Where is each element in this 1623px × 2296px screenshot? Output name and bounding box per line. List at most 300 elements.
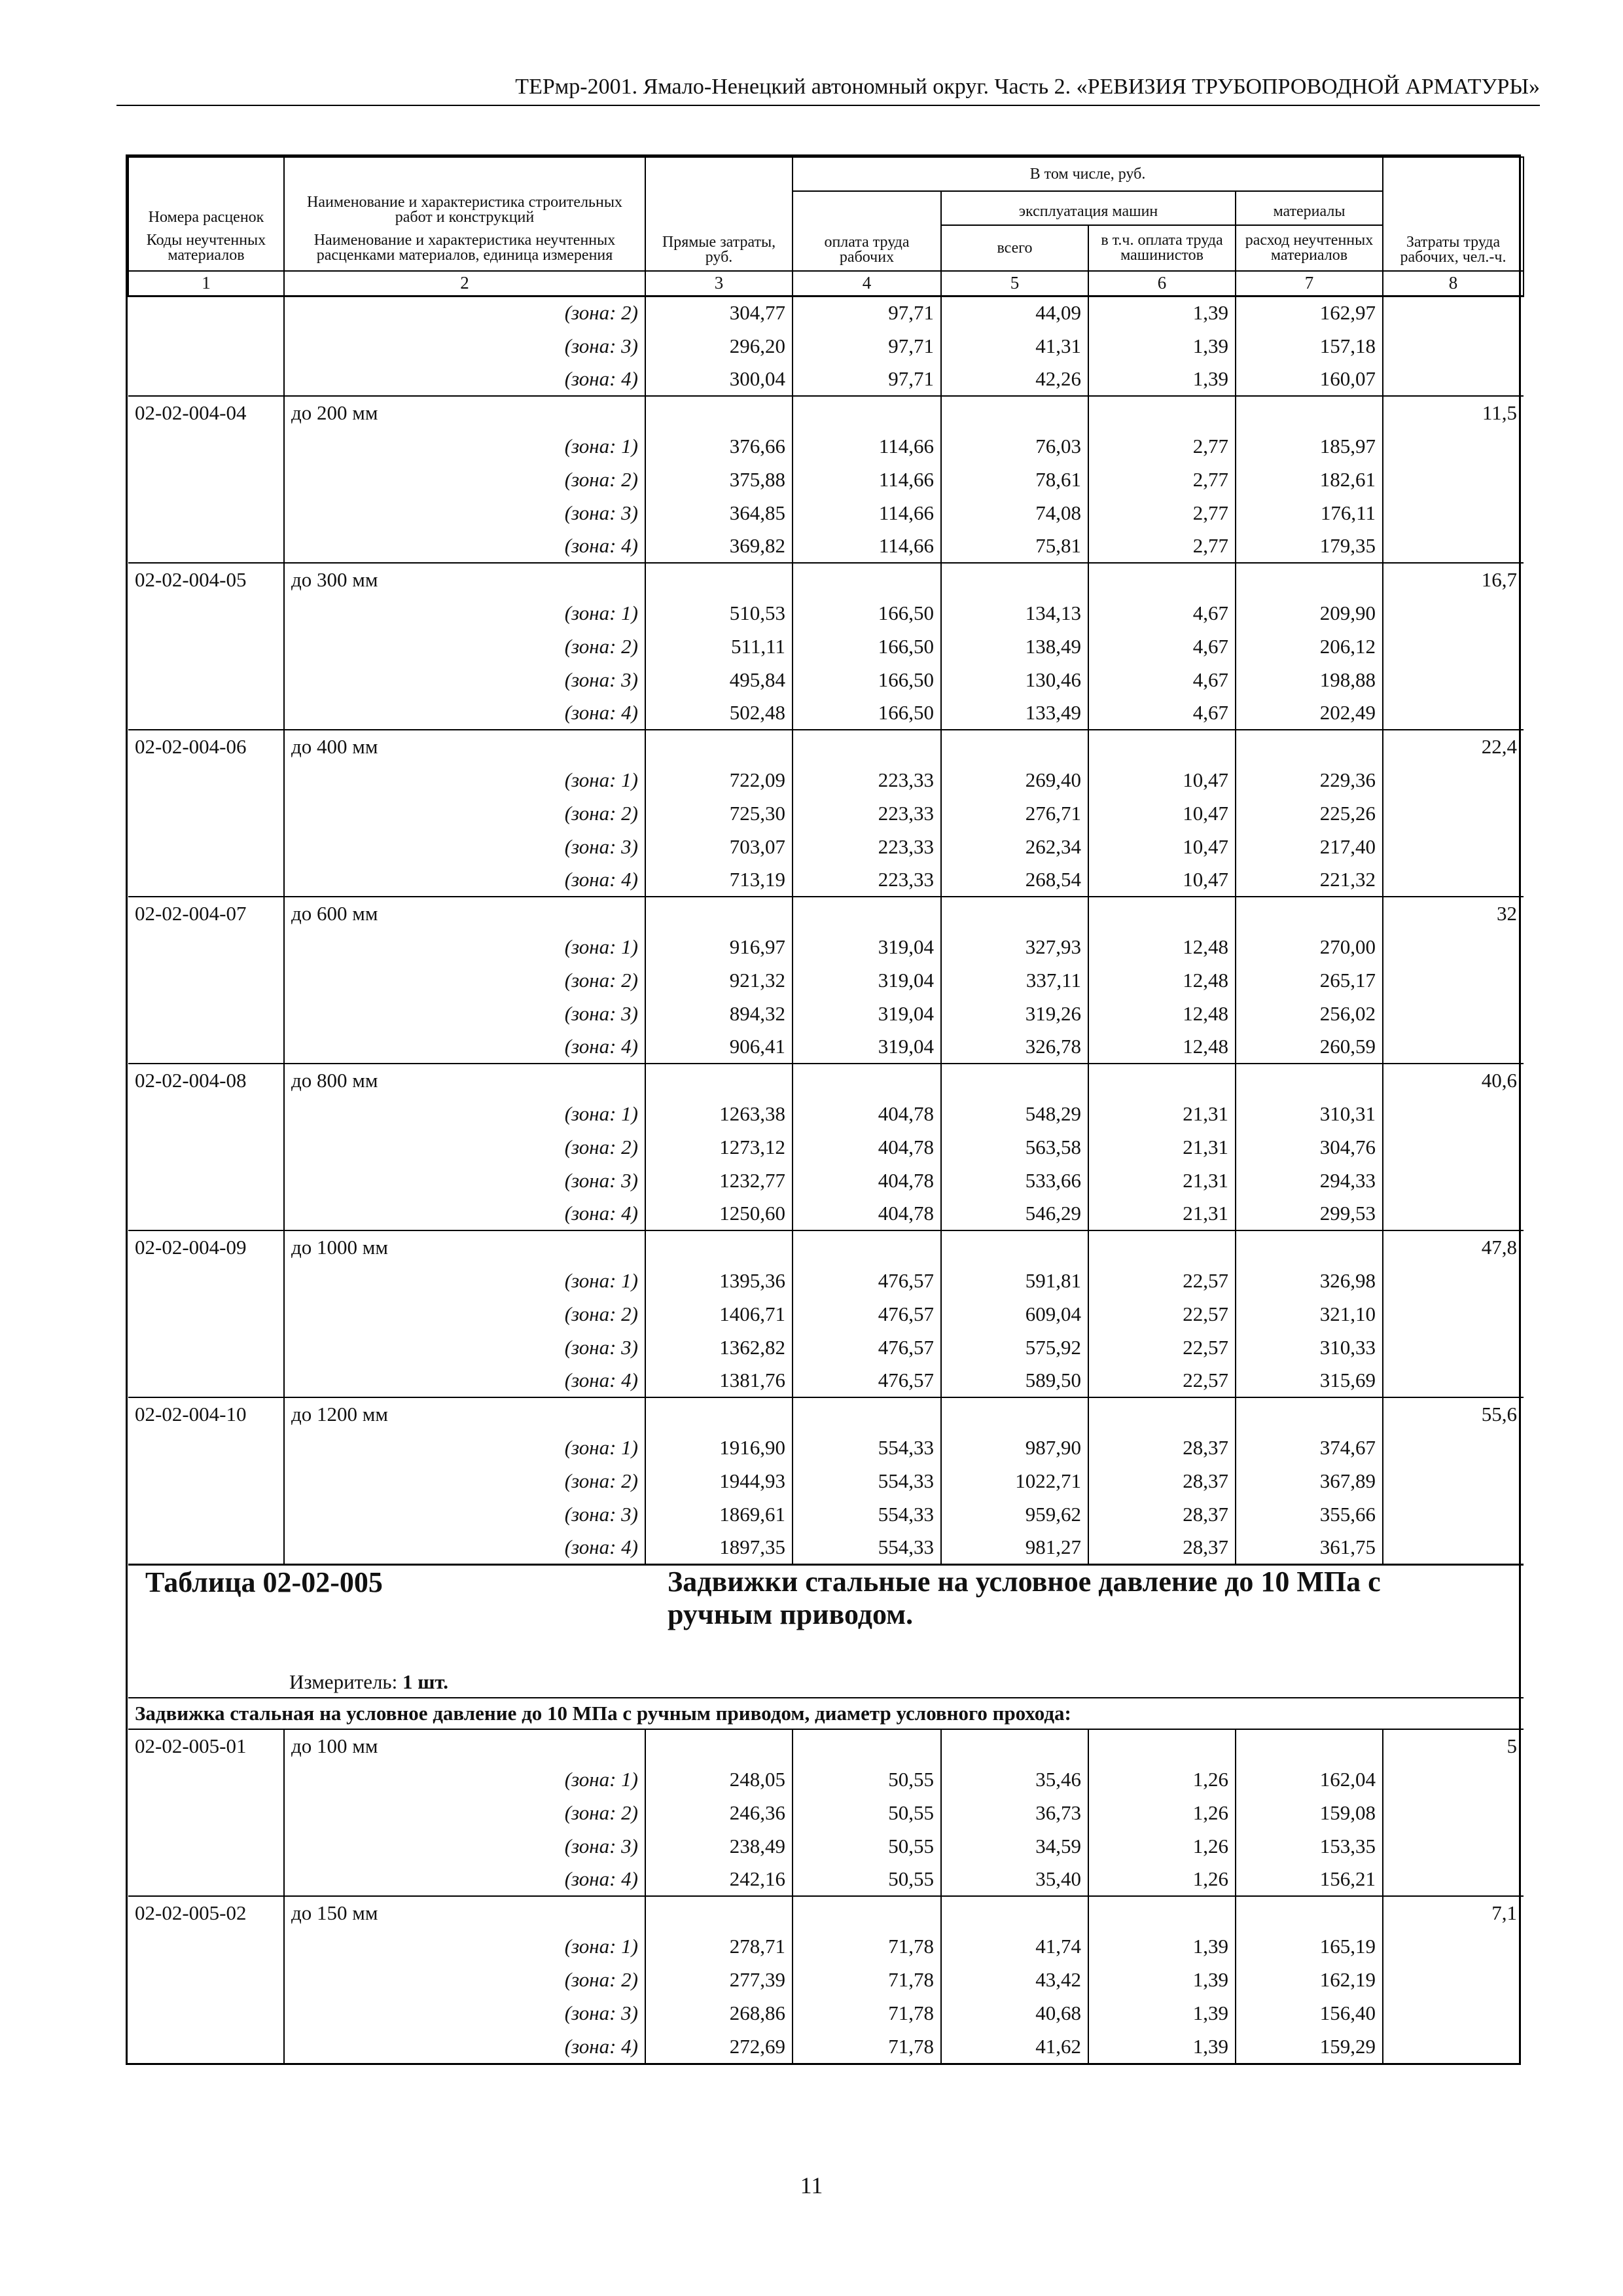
driver-wages-cost: 10,47 <box>1088 763 1236 797</box>
direct-cost: 300,04 <box>645 363 793 396</box>
table-row <box>128 563 1524 596</box>
machines-cost: 134,13 <box>941 596 1088 630</box>
driver-wages-cost <box>1088 1729 1236 1763</box>
materials-cost: 299,53 <box>1236 1197 1383 1230</box>
zone-label: (зона: 1) <box>284 1097 645 1130</box>
col-header-name-a: Наименование и характеристика строительных работ и конструкций <box>284 157 645 225</box>
table-row <box>128 730 1524 763</box>
labor-value <box>1383 2030 1524 2063</box>
driver-wages-cost: 12,48 <box>1088 997 1236 1030</box>
driver-wages-cost <box>1088 897 1236 930</box>
machines-cost: 35,46 <box>941 1763 1088 1796</box>
table-row <box>128 429 1524 463</box>
zone-label: (зона: 4) <box>284 863 645 897</box>
wages-cost: 554,33 <box>793 1431 941 1464</box>
labor-value: 40,6 <box>1383 1064 1524 1097</box>
materials-cost: 265,17 <box>1236 963 1383 997</box>
labor-value <box>1383 363 1524 396</box>
labor-value: 11,5 <box>1383 396 1524 429</box>
rate-code <box>128 630 284 663</box>
col-number: 6 <box>1088 271 1236 296</box>
driver-wages-cost: 1,39 <box>1088 329 1236 363</box>
direct-cost <box>645 563 793 596</box>
labor-value <box>1383 1763 1524 1796</box>
wages-cost <box>793 1064 941 1097</box>
machines-cost: 269,40 <box>941 763 1088 797</box>
table-row <box>128 1729 1524 1763</box>
wages-cost: 319,04 <box>793 930 941 963</box>
direct-cost <box>645 897 793 930</box>
materials-cost: 159,29 <box>1236 2030 1383 2063</box>
machines-cost: 319,26 <box>941 997 1088 1030</box>
materials-cost: 294,33 <box>1236 1164 1383 1197</box>
rate-code <box>128 1030 284 1064</box>
wages-cost: 554,33 <box>793 1464 941 1498</box>
zone-label: (зона: 3) <box>284 997 645 1030</box>
direct-cost: 502,48 <box>645 696 793 730</box>
driver-wages-cost: 22,57 <box>1088 1364 1236 1397</box>
table-row <box>128 396 1524 429</box>
zone-label: (зона: 1) <box>284 763 645 797</box>
table-row <box>128 1996 1524 2030</box>
direct-cost: 725,30 <box>645 797 793 830</box>
materials-cost: 310,31 <box>1236 1097 1383 1130</box>
labor-value <box>1383 596 1524 630</box>
rate-code: 02-02-004-10 <box>128 1397 284 1431</box>
driver-wages-cost: 1,26 <box>1088 1796 1236 1829</box>
labor-value <box>1383 296 1524 329</box>
wages-cost: 166,50 <box>793 596 941 630</box>
driver-wages-cost: 10,47 <box>1088 863 1236 897</box>
item-name: до 150 мм <box>284 1896 645 1929</box>
driver-wages-cost <box>1088 1064 1236 1097</box>
materials-cost: 310,33 <box>1236 1331 1383 1364</box>
materials-cost: 182,61 <box>1236 463 1383 496</box>
direct-cost: 268,86 <box>645 1996 793 2030</box>
driver-wages-cost: 1,39 <box>1088 1996 1236 2030</box>
table-row <box>128 1097 1524 1130</box>
zone-label: (зона: 1) <box>284 930 645 963</box>
wages-cost: 114,66 <box>793 496 941 529</box>
measure-row <box>128 1666 1524 1698</box>
item-name: до 1200 мм <box>284 1397 645 1431</box>
page-number: 11 <box>800 2172 823 2198</box>
rate-code <box>128 1829 284 1863</box>
direct-cost: 375,88 <box>645 463 793 496</box>
table-row <box>128 830 1524 863</box>
direct-cost: 921,32 <box>645 963 793 997</box>
rate-code <box>128 1863 284 1896</box>
rate-code: 02-02-004-09 <box>128 1230 284 1264</box>
item-name: до 100 мм <box>284 1729 645 1763</box>
rate-code <box>128 1164 284 1197</box>
materials-cost: 217,40 <box>1236 830 1383 863</box>
col-number: 4 <box>793 271 941 296</box>
wages-cost: 319,04 <box>793 1030 941 1064</box>
table-row <box>128 1197 1524 1230</box>
direct-cost: 1869,61 <box>645 1498 793 1531</box>
driver-wages-cost: 12,48 <box>1088 963 1236 997</box>
item-name: до 600 мм <box>284 897 645 930</box>
machines-cost: 268,54 <box>941 863 1088 897</box>
col-header-total: всего <box>941 225 1088 271</box>
zone-label: (зона: 2) <box>284 1130 645 1164</box>
wages-cost: 319,04 <box>793 963 941 997</box>
item-name: до 400 мм <box>284 730 645 763</box>
col-number: 5 <box>941 271 1088 296</box>
machines-cost: 327,93 <box>941 930 1088 963</box>
zone-label: (зона: 4) <box>284 1531 645 1564</box>
machines-cost: 546,29 <box>941 1197 1088 1230</box>
materials-cost: 355,66 <box>1236 1498 1383 1531</box>
driver-wages-cost: 4,67 <box>1088 596 1236 630</box>
labor-value: 22,4 <box>1383 730 1524 763</box>
wages-cost: 476,57 <box>793 1264 941 1297</box>
machines-cost: 609,04 <box>941 1297 1088 1331</box>
direct-cost <box>645 1896 793 1929</box>
table-row <box>128 663 1524 696</box>
labor-value <box>1383 830 1524 863</box>
driver-wages-cost: 21,31 <box>1088 1164 1236 1197</box>
zone-label: (зона: 4) <box>284 363 645 396</box>
materials-cost <box>1236 396 1383 429</box>
zone-label: (зона: 2) <box>284 296 645 329</box>
zone-label: (зона: 2) <box>284 630 645 663</box>
labor-value <box>1383 663 1524 696</box>
rate-code <box>128 1763 284 1796</box>
direct-cost: 906,41 <box>645 1030 793 1064</box>
table-row <box>128 963 1524 997</box>
labor-value <box>1383 429 1524 463</box>
rate-code <box>128 696 284 730</box>
col-header-driver-wages: в т.ч. оплата труда машинистов <box>1088 225 1236 271</box>
labor-value <box>1383 1863 1524 1896</box>
table-row <box>128 1130 1524 1164</box>
machines-cost <box>941 563 1088 596</box>
machines-cost <box>941 1729 1088 1763</box>
machines-cost: 981,27 <box>941 1531 1088 1564</box>
driver-wages-cost: 10,47 <box>1088 830 1236 863</box>
col-header-wages: оплата труда рабочих <box>793 191 941 271</box>
wages-cost <box>793 897 941 930</box>
labor-value <box>1383 329 1524 363</box>
machines-cost: 262,34 <box>941 830 1088 863</box>
materials-cost: 304,76 <box>1236 1130 1383 1164</box>
materials-cost: 157,18 <box>1236 329 1383 363</box>
labor-value: 16,7 <box>1383 563 1524 596</box>
rate-code <box>128 863 284 897</box>
wages-cost: 50,55 <box>793 1863 941 1896</box>
labor-value <box>1383 1464 1524 1498</box>
zone-label: (зона: 1) <box>284 429 645 463</box>
driver-wages-cost: 22,57 <box>1088 1297 1236 1331</box>
direct-cost: 1273,12 <box>645 1130 793 1164</box>
machines-cost <box>941 1230 1088 1264</box>
labor-value <box>1383 763 1524 797</box>
direct-cost: 1897,35 <box>645 1531 793 1564</box>
table-row <box>128 863 1524 897</box>
machines-cost: 987,90 <box>941 1431 1088 1464</box>
labor-value <box>1383 696 1524 730</box>
machines-cost: 36,73 <box>941 1796 1088 1829</box>
rate-code <box>128 997 284 1030</box>
machines-cost: 35,40 <box>941 1863 1088 1896</box>
table-row <box>128 1264 1524 1297</box>
item-name: до 1000 мм <box>284 1230 645 1264</box>
zone-label: (зона: 4) <box>284 1364 645 1397</box>
direct-cost: 511,11 <box>645 630 793 663</box>
wages-cost <box>793 1230 941 1264</box>
item-name: до 300 мм <box>284 563 645 596</box>
machines-cost: 41,31 <box>941 329 1088 363</box>
machines-cost: 42,26 <box>941 363 1088 396</box>
rate-code: 02-02-004-06 <box>128 730 284 763</box>
direct-cost: 722,09 <box>645 763 793 797</box>
labor-value <box>1383 1929 1524 1963</box>
machines-cost: 138,49 <box>941 630 1088 663</box>
machines-cost: 34,59 <box>941 1829 1088 1863</box>
machines-cost: 74,08 <box>941 496 1088 529</box>
materials-cost: 229,36 <box>1236 763 1383 797</box>
zone-label: (зона: 1) <box>284 1431 645 1464</box>
direct-cost: 1250,60 <box>645 1197 793 1230</box>
direct-cost <box>645 730 793 763</box>
table-row <box>128 1464 1524 1498</box>
direct-cost: 238,49 <box>645 1829 793 1863</box>
table-row <box>128 1896 1524 1929</box>
col-header-incl: В том числе, руб. <box>793 157 1383 191</box>
driver-wages-cost: 28,37 <box>1088 1498 1236 1531</box>
materials-cost: 162,04 <box>1236 1763 1383 1796</box>
wages-cost: 71,78 <box>793 1963 941 1996</box>
driver-wages-cost: 21,31 <box>1088 1097 1236 1130</box>
machines-cost: 75,81 <box>941 529 1088 563</box>
driver-wages-cost: 21,31 <box>1088 1197 1236 1230</box>
wages-cost: 50,55 <box>793 1763 941 1796</box>
labor-value <box>1383 1164 1524 1197</box>
wages-cost: 114,66 <box>793 429 941 463</box>
wages-cost: 166,50 <box>793 696 941 730</box>
rates-table <box>126 154 1521 2065</box>
table-row <box>128 1863 1524 1896</box>
col-header-materials: материалы <box>1236 191 1383 225</box>
rate-code <box>128 1963 284 1996</box>
table-row <box>128 463 1524 496</box>
machines-cost: 133,49 <box>941 696 1088 730</box>
direct-cost: 1263,38 <box>645 1097 793 1130</box>
direct-cost: 376,66 <box>645 429 793 463</box>
labor-value <box>1383 529 1524 563</box>
direct-cost: 248,05 <box>645 1763 793 1796</box>
rate-code <box>128 363 284 396</box>
table-row <box>128 1498 1524 1531</box>
direct-cost: 916,97 <box>645 930 793 963</box>
materials-cost: 326,98 <box>1236 1264 1383 1297</box>
col-header-code-b: Коды неучтенных материалов <box>128 225 284 271</box>
table-row <box>128 296 1524 329</box>
direct-cost <box>645 1729 793 1763</box>
direct-cost: 703,07 <box>645 830 793 863</box>
machines-cost: 533,66 <box>941 1164 1088 1197</box>
zone-label: (зона: 2) <box>284 1796 645 1829</box>
machines-cost: 337,11 <box>941 963 1088 997</box>
driver-wages-cost: 12,48 <box>1088 930 1236 963</box>
zone-label: (зона: 3) <box>284 1498 645 1531</box>
direct-cost: 1395,36 <box>645 1264 793 1297</box>
zone-label: (зона: 4) <box>284 2030 645 2063</box>
col-header-name-b: Наименование и характеристика неучтенных расценками материалов, единица измерения <box>284 225 645 271</box>
materials-cost: 162,97 <box>1236 296 1383 329</box>
wages-cost: 223,33 <box>793 830 941 863</box>
wages-cost: 476,57 <box>793 1364 941 1397</box>
materials-cost: 315,69 <box>1236 1364 1383 1397</box>
driver-wages-cost: 1,39 <box>1088 2030 1236 2063</box>
zone-label: (зона: 4) <box>284 696 645 730</box>
wages-cost: 50,55 <box>793 1829 941 1863</box>
driver-wages-cost <box>1088 1397 1236 1431</box>
rate-code <box>128 529 284 563</box>
labor-value: 32 <box>1383 897 1524 930</box>
labor-value: 5 <box>1507 1734 1517 1757</box>
zone-label: (зона: 2) <box>284 963 645 997</box>
labor-value <box>1383 1796 1524 1829</box>
table-row <box>128 1364 1524 1397</box>
zone-label: (зона: 4) <box>284 1197 645 1230</box>
table-row <box>128 363 1524 396</box>
direct-cost <box>645 1064 793 1097</box>
zone-label: (зона: 4) <box>284 1863 645 1896</box>
rate-code <box>128 663 284 696</box>
direct-cost: 1406,71 <box>645 1297 793 1331</box>
materials-cost <box>1236 1230 1383 1264</box>
wages-cost: 71,78 <box>793 1929 941 1963</box>
table-title: Задвижки стальные на условное давление до 10 МПа с ручным приводом. <box>668 1565 1381 1630</box>
labor-value: 47,8 <box>1383 1230 1524 1264</box>
table-row <box>128 1929 1524 1963</box>
col-header-machines: эксплуатация машин <box>941 191 1236 225</box>
direct-cost: 495,84 <box>645 663 793 696</box>
table-row <box>128 329 1524 363</box>
rate-code <box>128 329 284 363</box>
col-number: 7 <box>1236 271 1383 296</box>
wages-cost: 404,78 <box>793 1164 941 1197</box>
table-label: Таблица 02-02-005 <box>145 1566 383 1598</box>
labor-value <box>1383 1264 1524 1297</box>
machines-cost: 41,62 <box>941 2030 1088 2063</box>
labor-value <box>1383 863 1524 897</box>
machines-cost: 563,58 <box>941 1130 1088 1164</box>
materials-cost: 361,75 <box>1236 1531 1383 1564</box>
direct-cost: 713,19 <box>645 863 793 897</box>
materials-cost: 156,40 <box>1236 1996 1383 2030</box>
machines-cost <box>941 1064 1088 1097</box>
driver-wages-cost: 21,31 <box>1088 1130 1236 1164</box>
driver-wages-cost: 10,47 <box>1088 797 1236 830</box>
rate-code <box>128 930 284 963</box>
machines-cost <box>941 897 1088 930</box>
table-row <box>128 930 1524 963</box>
rate-code <box>128 1364 284 1397</box>
materials-cost: 156,21 <box>1236 1863 1383 1896</box>
materials-cost <box>1236 563 1383 596</box>
table-row <box>128 1164 1524 1197</box>
rate-code: 02-02-004-07 <box>128 897 284 930</box>
wages-cost: 223,33 <box>793 863 941 897</box>
direct-cost: 510,53 <box>645 596 793 630</box>
wages-cost: 114,66 <box>793 463 941 496</box>
rate-code <box>128 1130 284 1164</box>
wages-cost <box>793 1729 941 1763</box>
machines-cost: 959,62 <box>941 1498 1088 1531</box>
wages-cost: 319,04 <box>793 997 941 1030</box>
table-row <box>128 1796 1524 1829</box>
wages-cost: 71,78 <box>793 2030 941 2063</box>
driver-wages-cost <box>1088 563 1236 596</box>
labor-value <box>1383 930 1524 963</box>
machines-cost: 76,03 <box>941 429 1088 463</box>
materials-cost: 256,02 <box>1236 997 1383 1030</box>
labor-value <box>1383 1331 1524 1364</box>
measure-label: Измеритель: <box>289 1670 398 1693</box>
table-row <box>128 997 1524 1030</box>
table-row <box>128 496 1524 529</box>
zone-label: (зона: 4) <box>284 1030 645 1064</box>
rate-code <box>128 963 284 997</box>
zone-label: (зона: 3) <box>284 1331 645 1364</box>
table-row <box>128 1531 1524 1564</box>
item-name: до 800 мм <box>284 1064 645 1097</box>
zone-label: (зона: 1) <box>284 596 645 630</box>
rate-code: 02-02-004-05 <box>128 563 284 596</box>
driver-wages-cost: 4,67 <box>1088 663 1236 696</box>
zone-label: (зона: 3) <box>284 830 645 863</box>
direct-cost <box>645 396 793 429</box>
zone-label: (зона: 3) <box>284 329 645 363</box>
rate-code <box>128 1431 284 1464</box>
zone-label: (зона: 3) <box>284 663 645 696</box>
zone-label: (зона: 3) <box>284 1996 645 2030</box>
wages-cost <box>793 730 941 763</box>
col-header-mat-use: расход неучтенных материалов <box>1236 225 1383 271</box>
machines-cost: 40,68 <box>941 1996 1088 2030</box>
labor-value <box>1383 1197 1524 1230</box>
subheading: Задвижка стальная на условное давление до 10 МПа с ручным приводом, диаметр условного прохода: <box>128 1698 1524 1729</box>
labor-value <box>1383 1097 1524 1130</box>
zone-label: (зона: 4) <box>284 529 645 563</box>
wages-cost: 114,66 <box>793 529 941 563</box>
table-row <box>128 2030 1524 2063</box>
rate-code: 02-02-004-04 <box>128 396 284 429</box>
wages-cost: 554,33 <box>793 1531 941 1564</box>
col-number: 1 <box>128 271 284 296</box>
materials-cost <box>1236 1064 1383 1097</box>
labor-value <box>1383 1996 1524 2030</box>
direct-cost: 246,36 <box>645 1796 793 1829</box>
subheading-row <box>128 1698 1524 1729</box>
table-row <box>128 529 1524 563</box>
materials-cost: 260,59 <box>1236 1030 1383 1064</box>
wages-cost: 97,71 <box>793 363 941 396</box>
wages-cost: 71,78 <box>793 1996 941 2030</box>
rate-code <box>128 1297 284 1331</box>
direct-cost: 894,32 <box>645 997 793 1030</box>
machines-cost: 548,29 <box>941 1097 1088 1130</box>
machines-cost: 1022,71 <box>941 1464 1088 1498</box>
wages-cost: 223,33 <box>793 763 941 797</box>
wages-cost: 223,33 <box>793 797 941 830</box>
labor-value <box>1383 963 1524 997</box>
col-number: 3 <box>645 271 793 296</box>
